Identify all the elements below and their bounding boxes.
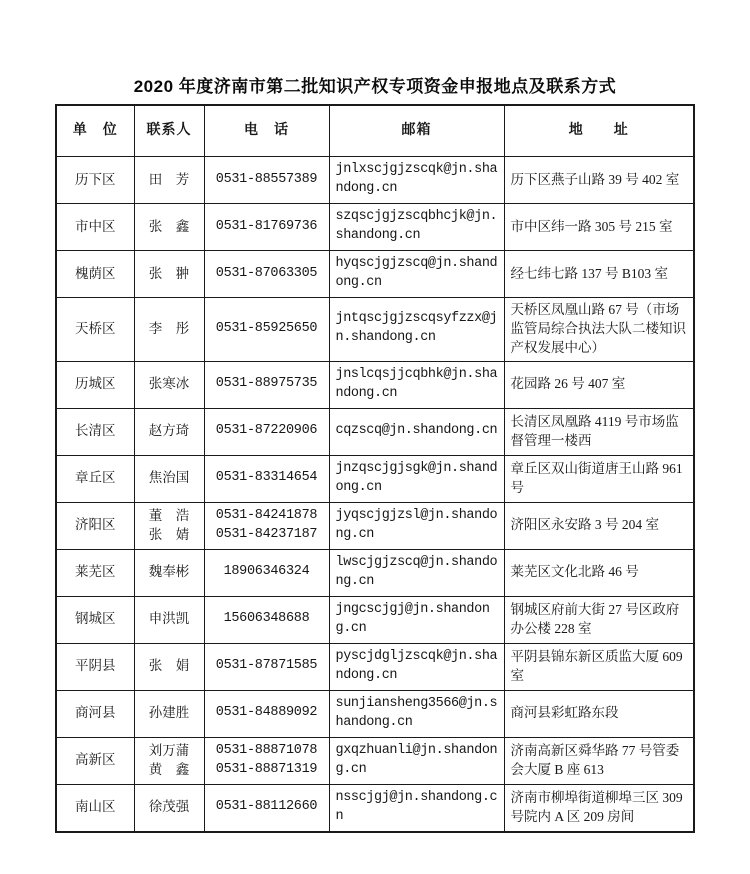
unit-cell: 天桥区 (56, 298, 134, 362)
table-row (56, 251, 694, 298)
address-cell: 商河县彩虹路东段 (504, 690, 694, 737)
address-cell: 花园路 26 号 407 室 (504, 361, 694, 408)
email-cell: hyqscjgjzscq@jn.shandong.cn (329, 251, 504, 298)
contact-cell: 孙建胜 (134, 690, 204, 737)
address-cell: 市中区纬一路 305 号 215 室 (504, 204, 694, 251)
email-cell: szqscjgjzscqbhcjk@jn.shandong.cn (329, 204, 504, 251)
contact-cell: 焦治国 (134, 455, 204, 502)
address-cell: 平阴县锦东新区质监大厦 609 室 (504, 643, 694, 690)
phone-cell: 0531-87871585 (204, 643, 329, 690)
contact-cell: 徐茂强 (134, 784, 204, 832)
unit-cell: 槐荫区 (56, 251, 134, 298)
table-row (56, 361, 694, 408)
table-row (56, 204, 694, 251)
phone-cell: 0531-84889092 (204, 690, 329, 737)
table-header (56, 105, 694, 157)
phone-cell: 0531-88975735 (204, 361, 329, 408)
address-cell: 莱芜区文化北路 46 号 (504, 549, 694, 596)
phone-cell: 0531-88557389 (204, 157, 329, 204)
contact-cell: 张 翀 (134, 251, 204, 298)
contact-table (55, 104, 695, 833)
unit-cell: 高新区 (56, 737, 134, 784)
phone-cell: 0531-84241878 0531-84237187 (204, 502, 329, 549)
email-cell: jntqscjgjzscqsyfzzx@jn.shandong.cn (329, 298, 504, 362)
email-cell: lwscjgjzscq@jn.shandong.cn (329, 549, 504, 596)
phone-cell: 0531-88871078 0531-88871319 (204, 737, 329, 784)
email-cell: jngcscjgj@jn.shandong.cn (329, 596, 504, 643)
address-cell: 济南高新区舜华路 77 号管委会大厦 B 座 613 (504, 737, 694, 784)
header-phone: 电 话 (204, 105, 329, 157)
email-cell: jyqscjgjzsl@jn.shandong.cn (329, 502, 504, 549)
table-row (56, 690, 694, 737)
header-email: 邮箱 (329, 105, 504, 157)
email-cell: gxqzhuanli@jn.shandong.cn (329, 737, 504, 784)
unit-cell: 平阴县 (56, 643, 134, 690)
table-row (56, 298, 694, 362)
email-cell: sunjiansheng3566@jn.shandong.cn (329, 690, 504, 737)
phone-cell: 0531-87220906 (204, 408, 329, 455)
table-row (56, 408, 694, 455)
contact-cell: 董 浩 张 婧 (134, 502, 204, 549)
table-row (56, 596, 694, 643)
contact-cell: 魏奉彬 (134, 549, 204, 596)
header-contact: 联系人 (134, 105, 204, 157)
address-cell: 天桥区凤凰山路 67 号（市场监管局综合执法大队二楼知识产权发展中心） (504, 298, 694, 362)
contact-cell: 李 彤 (134, 298, 204, 362)
table-body (56, 157, 694, 832)
unit-cell: 历下区 (56, 157, 134, 204)
address-cell: 长清区凤凰路 4119 号市场监督管理一楼西 (504, 408, 694, 455)
unit-cell: 历城区 (56, 361, 134, 408)
email-cell: nsscjgj@jn.shandong.cn (329, 784, 504, 832)
address-cell: 济阳区永安路 3 号 204 室 (504, 502, 694, 549)
contact-cell: 刘万蒲 黄 鑫 (134, 737, 204, 784)
address-cell: 钢城区府前大街 27 号区政府办公楼 228 室 (504, 596, 694, 643)
contact-cell: 张寒冰 (134, 361, 204, 408)
unit-cell: 商河县 (56, 690, 134, 737)
unit-cell: 市中区 (56, 204, 134, 251)
page-title: 2020 年度济南市第二批知识产权专项资金申报地点及联系方式 (133, 77, 617, 96)
phone-cell: 0531-87063305 (204, 251, 329, 298)
table-row (56, 737, 694, 784)
phone-cell: 0531-88112660 (204, 784, 329, 832)
email-cell: pyscjdgljzscqk@jn.shandong.cn (329, 643, 504, 690)
unit-cell: 章丘区 (56, 455, 134, 502)
address-cell: 历下区燕子山路 39 号 402 室 (504, 157, 694, 204)
phone-cell: 15606348688 (204, 596, 329, 643)
unit-cell: 南山区 (56, 784, 134, 832)
email-cell: cqzscq@jn.shandong.cn (329, 408, 504, 455)
address-cell: 章丘区双山街道唐王山路 961 号 (504, 455, 694, 502)
email-cell: jnzqscjgjsgk@jn.shandong.cn (329, 455, 504, 502)
contact-cell: 申洪凯 (134, 596, 204, 643)
table-row (56, 549, 694, 596)
table-row (56, 784, 694, 832)
contact-cell: 田 芳 (134, 157, 204, 204)
phone-cell: 0531-85925650 (204, 298, 329, 362)
contact-cell: 赵方琦 (134, 408, 204, 455)
address-cell: 济南市柳埠街道柳埠三区 309 号院内 A 区 209 房间 (504, 784, 694, 832)
header-address: 地 址 (504, 105, 694, 157)
table-row (56, 157, 694, 204)
address-cell: 经七纬七路 137 号 B103 室 (504, 251, 694, 298)
unit-cell: 长清区 (56, 408, 134, 455)
contact-cell: 张 鑫 (134, 204, 204, 251)
table-row (56, 643, 694, 690)
phone-cell: 0531-81769736 (204, 204, 329, 251)
unit-cell: 莱芜区 (56, 549, 134, 596)
email-cell: jnlxscjgjzscqk@jn.shandong.cn (329, 157, 504, 204)
email-cell: jnslcqsjjcqbhk@jn.shandong.cn (329, 361, 504, 408)
phone-cell: 0531-83314654 (204, 455, 329, 502)
unit-cell: 济阳区 (56, 502, 134, 549)
phone-cell: 18906346324 (204, 549, 329, 596)
header-unit: 单 位 (56, 105, 134, 157)
header-row (56, 105, 694, 157)
contact-cell: 张 娟 (134, 643, 204, 690)
table-row (56, 455, 694, 502)
unit-cell: 钢城区 (56, 596, 134, 643)
table-row (56, 502, 694, 549)
